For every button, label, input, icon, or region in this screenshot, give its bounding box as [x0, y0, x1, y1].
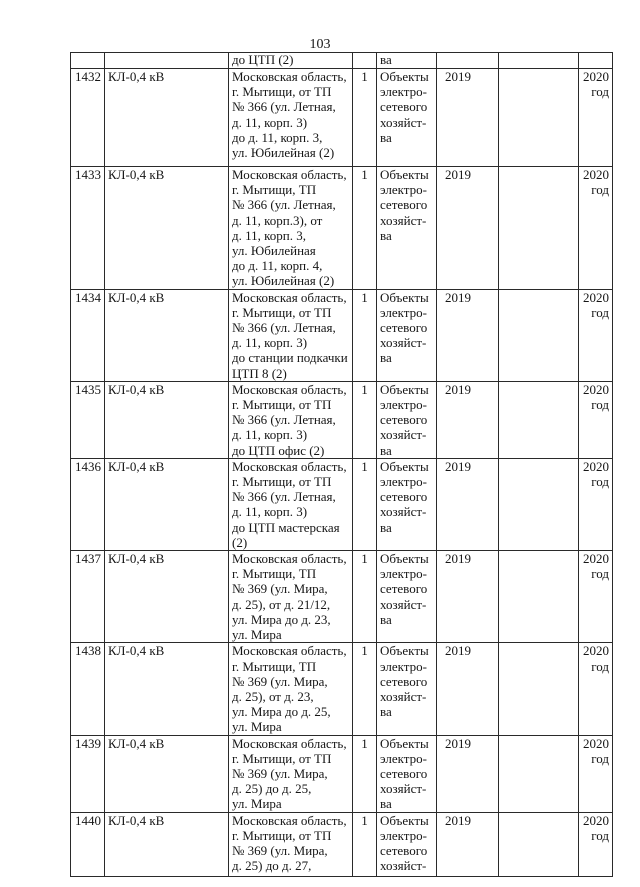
cell-purpose: Объекты электро- сетевого хозяйст- — [377, 812, 437, 876]
cell-name: КЛ-0,4 кВ — [105, 643, 229, 735]
continuation-row — [71, 53, 613, 69]
cell-name: КЛ-0,4 кВ — [105, 551, 229, 643]
table-row — [71, 735, 613, 812]
cell-address: Московская область, г. Мытищи, от ТП № 366 (ул. Летная, д. 11, корп. 3) до ЦТП офис (2) — [229, 381, 353, 458]
cell-num — [71, 53, 105, 69]
cell-qty: 1 — [353, 458, 377, 550]
cell-num: 1434 — [71, 289, 105, 381]
cell-year: 2019 — [437, 381, 499, 458]
table-row — [71, 551, 613, 643]
cell-qty: 1 — [353, 289, 377, 381]
cell-year — [437, 53, 499, 69]
cell-year: 2019 — [437, 551, 499, 643]
cell-year: 2019 — [437, 735, 499, 812]
cell-purpose: Объекты электро- сетевого хозяйст- ва — [377, 643, 437, 735]
cell-name: КЛ-0,4 кВ — [105, 289, 229, 381]
cell-empty — [499, 53, 579, 69]
objects-table — [70, 52, 613, 877]
cell-due: 2020 год — [579, 458, 613, 550]
table-row — [71, 643, 613, 735]
cell-qty: 1 — [353, 643, 377, 735]
cell-name: КЛ-0,4 кВ — [105, 69, 229, 167]
cell-address: Московская область, г. Мытищи, от ТП № 366 (ул. Летная, д. 11, корп. 3) до д. 11, корп. 3, ул. Юбилейная (2) — [229, 69, 353, 167]
cell-qty: 1 — [353, 167, 377, 290]
cell-qty: 1 — [353, 735, 377, 812]
table-row — [71, 69, 613, 167]
cell-due: 2020 год — [579, 735, 613, 812]
cell-num: 1437 — [71, 551, 105, 643]
cell-name: КЛ-0,4 кВ — [105, 735, 229, 812]
cell-name: КЛ-0,4 кВ — [105, 381, 229, 458]
table-row — [71, 381, 613, 458]
page-number: 103 — [309, 37, 331, 52]
cell-empty — [499, 381, 579, 458]
cell-due: 2020 год — [579, 643, 613, 735]
cell-due: 2020 год — [579, 69, 613, 167]
cell-year: 2019 — [437, 289, 499, 381]
cell-purpose: Объекты электро- сетевого хозяйст- ва — [377, 551, 437, 643]
cell-empty — [499, 643, 579, 735]
cell-address: Московская область, г. Мытищи, ТП № 369 (ул. Мира, д. 25), от д. 23, ул. Мира до д. 25, ул. Мира — [229, 643, 353, 735]
table-row — [71, 458, 613, 550]
cell-num: 1439 — [71, 735, 105, 812]
cell-purpose: Объекты электро- сетевого хозяйст- ва — [377, 167, 437, 290]
cell-address: Московская область, г. Мытищи, от ТП № 369 (ул. Мира, д. 25) до д. 27, — [229, 812, 353, 876]
cell-empty — [499, 289, 579, 381]
cell-address: Московская область, г. Мытищи, от ТП № 366 (ул. Летная, д. 11, корп. 3) до ЦТП мастерская (2) — [229, 458, 353, 550]
cell-year: 2019 — [437, 643, 499, 735]
cell-empty — [499, 735, 579, 812]
cell-address: до ЦТП (2) — [229, 53, 353, 69]
cell-address: Московская область, г. Мытищи, от ТП № 366 (ул. Летная, д. 11, корп. 3) до станции подкачки ЦТП 8 (2) — [229, 289, 353, 381]
cell-due: 2020 год — [579, 381, 613, 458]
cell-purpose: Объекты электро- сетевого хозяйст- ва — [377, 381, 437, 458]
cell-empty — [499, 551, 579, 643]
cell-address: Московская область, г. Мытищи, ТП № 366 (ул. Летная, д. 11, корп.3), от д. 11, корп. 3, ул. Юбилейная до д. 11, корп. 4, ул. Юбилейная (2) — [229, 167, 353, 290]
cell-qty: 1 — [353, 381, 377, 458]
cell-purpose: Объекты электро- сетевого хозяйст- ва — [377, 69, 437, 167]
cell-purpose: Объекты электро- сетевого хозяйст- ва — [377, 458, 437, 550]
cell-num: 1440 — [71, 812, 105, 876]
cell-qty: 1 — [353, 812, 377, 876]
cell-empty — [499, 167, 579, 290]
cell-empty — [499, 69, 579, 167]
cell-year: 2019 — [437, 69, 499, 167]
cell-name: КЛ-0,4 кВ — [105, 812, 229, 876]
cell-purpose: Объекты электро- сетевого хозяйст- ва — [377, 735, 437, 812]
table-row — [71, 167, 613, 290]
cell-name: КЛ-0,4 кВ — [105, 167, 229, 290]
cell-purpose: Объекты электро- сетевого хозяйст- ва — [377, 289, 437, 381]
cell-empty — [499, 458, 579, 550]
cell-due: 2020 год — [579, 289, 613, 381]
cell-num: 1436 — [71, 458, 105, 550]
cell-due: 2020 год — [579, 812, 613, 876]
cell-name — [105, 53, 229, 69]
cell-qty: 1 — [353, 69, 377, 167]
cell-year: 2019 — [437, 167, 499, 290]
cell-num: 1433 — [71, 167, 105, 290]
cell-address: Московская область, г. Мытищи, ТП № 369 (ул. Мира, д. 25), от д. 21/12, ул. Мира до д. 23, ул. Мира — [229, 551, 353, 643]
cell-due: 2020 год — [579, 167, 613, 290]
table-row — [71, 289, 613, 381]
cell-purpose: ва — [377, 53, 437, 69]
cell-year: 2019 — [437, 458, 499, 550]
cell-due — [579, 53, 613, 69]
cell-empty — [499, 812, 579, 876]
cell-num: 1432 — [71, 69, 105, 167]
cell-name: КЛ-0,4 кВ — [105, 458, 229, 550]
cell-due: 2020 год — [579, 551, 613, 643]
cell-year: 2019 — [437, 812, 499, 876]
cell-qty: 1 — [353, 551, 377, 643]
cell-address: Московская область, г. Мытищи, от ТП № 369 (ул. Мира, д. 25) до д. 25, ул. Мира — [229, 735, 353, 812]
cell-qty — [353, 53, 377, 69]
cell-num: 1435 — [71, 381, 105, 458]
cell-num: 1438 — [71, 643, 105, 735]
table-row — [71, 812, 613, 876]
